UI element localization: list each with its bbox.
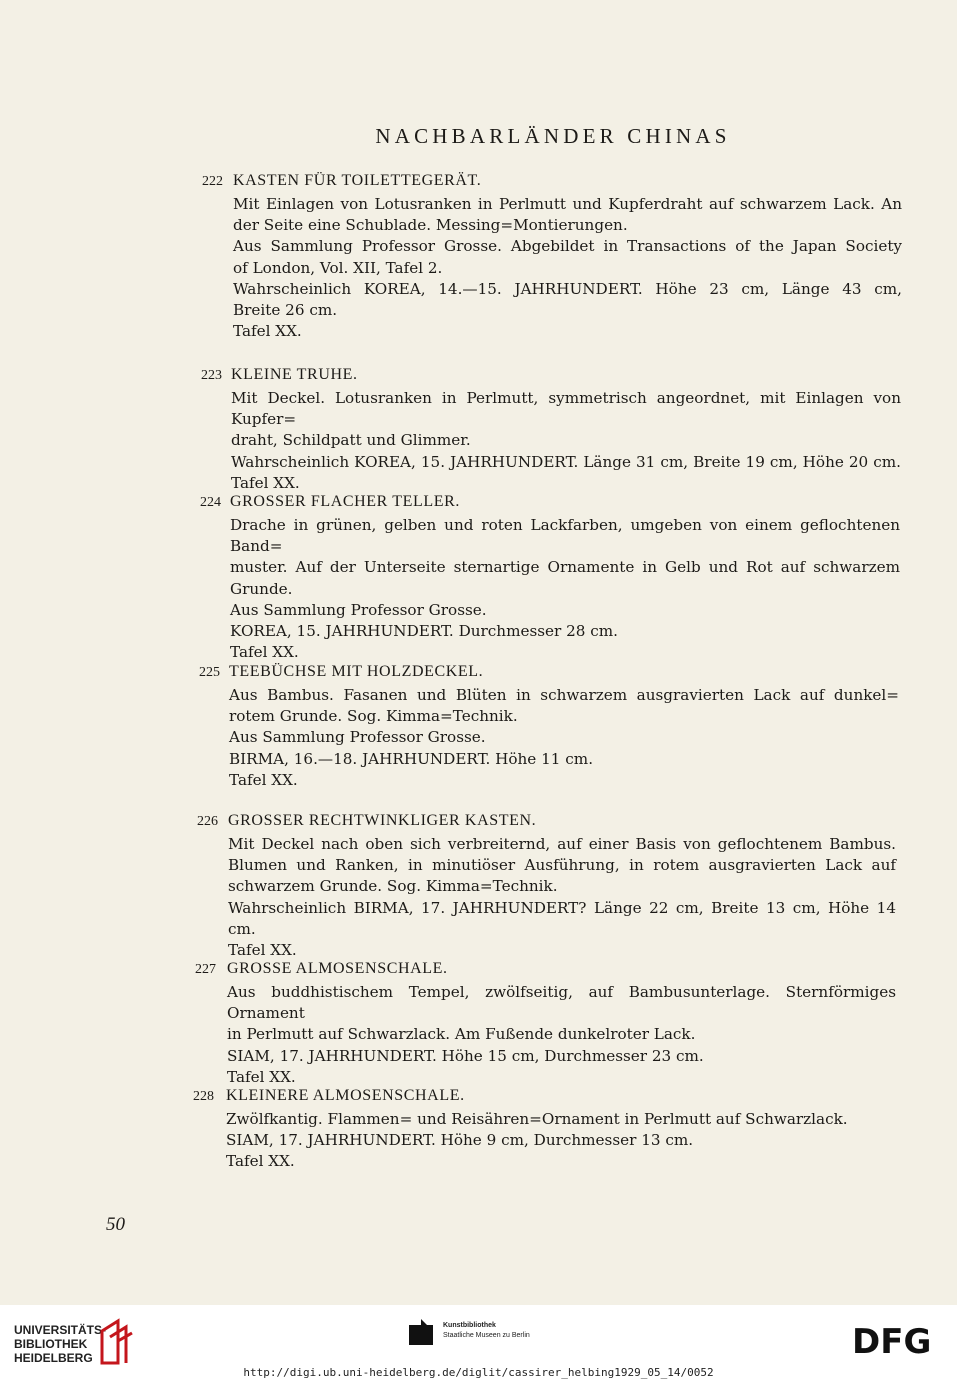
entry-line: rotem Grunde. Sog. Kimma=Technik. — [229, 707, 518, 726]
entry-line: of London, Vol. XII, Tafel 2. — [233, 258, 443, 277]
digitization-footer — [0, 1305, 957, 1380]
entry-line: Wahrscheinlich KOREA, 14.—15. JAHRHUNDERT. Höhe 23 cm, Länge 43 cm, — [233, 279, 902, 298]
entry-line: Aus buddhistischem Tempel, zwölfseitig, auf Bambusunterlage. Sternförmiges Ornament — [227, 983, 896, 1023]
entry-line: Breite 26 cm. — [233, 301, 338, 320]
entry-number: 227 — [195, 962, 216, 977]
entry-title: TEEBÜCHSE MIT HOLZDECKEL. — [229, 663, 484, 680]
entry-title: KLEINERE ALMOSENSCHALE. — [226, 1087, 465, 1104]
entry-line: der Seite eine Schublade. Messing=Montierungen. — [233, 216, 628, 235]
entry-line: Tafel XX. — [229, 770, 298, 789]
entry-line: Mit Einlagen von Lotusranken in Perlmutt und Kupferdraht auf schwarzem Lack. An — [233, 195, 902, 213]
page-number: 50 — [106, 1214, 125, 1235]
entry-line: Tafel XX. — [231, 473, 300, 492]
entry-line: Aus Bambus. Fasanen und Blüten in schwarzem ausgravierten Lack auf dunkel= — [229, 686, 899, 704]
entry-number: 228 — [193, 1089, 214, 1104]
entry-line: Grunde. — [230, 579, 293, 598]
entry-number: 225 — [199, 665, 220, 680]
entry-title: KASTEN FÜR TOILETTEGERÄT. — [233, 172, 482, 189]
university-library-logo-text[interactable]: UNIVERSITÄTS- BIBLIOTHEK HEIDELBERG — [14, 1323, 107, 1365]
entry-title: KLEINE TRUHE. — [231, 366, 358, 383]
entry-title: GROSSE ALMOSENSCHALE. — [227, 960, 448, 977]
permalink-url[interactable]: http://digi.ub.uni-heidelberg.de/diglit/cassirer_helbing1929_05_14/0052 — [243, 1366, 714, 1379]
entry-line: Aus Sammlung Professor Grosse. Abgebildet in Transactions of the Japan Society — [233, 237, 902, 256]
entry-line: Aus Sammlung Professor Grosse. — [229, 728, 486, 747]
entry-title: GROSSER RECHTWINKLIGER KASTEN. — [228, 812, 537, 829]
university-library-emblem-icon — [98, 1317, 134, 1367]
kunstbibliothek-credit: Kunstbibliothek Staatliche Museen zu Berlin — [443, 1322, 530, 1339]
entry-line: Mit Deckel nach oben sich verbreiternd, auf einer Basis von geflochtenem Bambus. — [228, 835, 896, 853]
entry-number: 222 — [202, 174, 223, 189]
entry-title: GROSSER FLACHER TELLER. — [230, 493, 460, 510]
entry-line: draht, Schildpatt und Glimmer. — [231, 431, 471, 450]
entry-line: schwarzem Grunde. Sog. Kimma=Technik. — [228, 877, 558, 896]
entry-line: KOREA, 15. JAHRHUNDERT. Durchmesser 28 cm. — [230, 622, 619, 641]
dfg-logo-text: DFG — [852, 1325, 932, 1357]
entry-line: Mit Deckel. Lotusranken in Perlmutt, symmetrisch angeordnet, mit Einlagen von Kupfer= — [231, 389, 901, 429]
entry-line: in Perlmutt auf Schwarzlack. Am Fußende dunkelroter Lack. — [227, 1025, 696, 1044]
entry-line: Tafel XX. — [228, 941, 297, 960]
entry-line: Wahrscheinlich KOREA, 15. JAHRHUNDERT. Länge 31 cm, Breite 19 cm, Höhe 20 cm. — [231, 452, 901, 471]
entry-number: 223 — [201, 368, 222, 383]
entry-line: SIAM, 17. JAHRHUNDERT. Höhe 15 cm, Durchmesser 23 cm. — [227, 1046, 704, 1065]
entry-line: Drache in grünen, gelben und roten Lackfarben, umgeben von einem geflochtenen Band= — [230, 516, 900, 556]
entry-line: Wahrscheinlich BIRMA, 17. JAHRHUNDERT? Länge 22 cm, Breite 13 cm, Höhe 14 cm. — [228, 898, 896, 938]
entry-line: Tafel XX. — [230, 643, 299, 662]
running-title: NACHBARLÄNDER CHINAS — [375, 124, 731, 148]
entry-line: Tafel XX. — [226, 1152, 295, 1171]
entry-line: Aus Sammlung Professor Grosse. — [230, 600, 487, 619]
entry-line: BIRMA, 16.—18. JAHRHUNDERT. Höhe 11 cm. — [229, 749, 594, 768]
entry-line: Tafel XX. — [233, 322, 302, 341]
entry-number: 226 — [197, 814, 218, 829]
entry-line: Blumen und Ranken, in minutiöser Ausführung, in rotem ausgravierten Lack auf — [228, 856, 896, 875]
dfg-logo-icon — [852, 1325, 944, 1357]
entry-line: Zwölfkantig. Flammen= und Reisähren=Ornament in Perlmutt auf Schwarzlack. — [226, 1110, 848, 1128]
entry-number: 224 — [200, 495, 221, 510]
entry-line: SIAM, 17. JAHRHUNDERT. Höhe 9 cm, Durchmesser 13 cm. — [226, 1131, 694, 1150]
kunstbibliothek-logo-icon — [407, 1319, 437, 1347]
entry-line: muster. Auf der Unterseite sternartige Ornamente in Gelb und Rot auf schwarzem — [230, 558, 900, 577]
entry-line: Tafel XX. — [227, 1067, 296, 1086]
